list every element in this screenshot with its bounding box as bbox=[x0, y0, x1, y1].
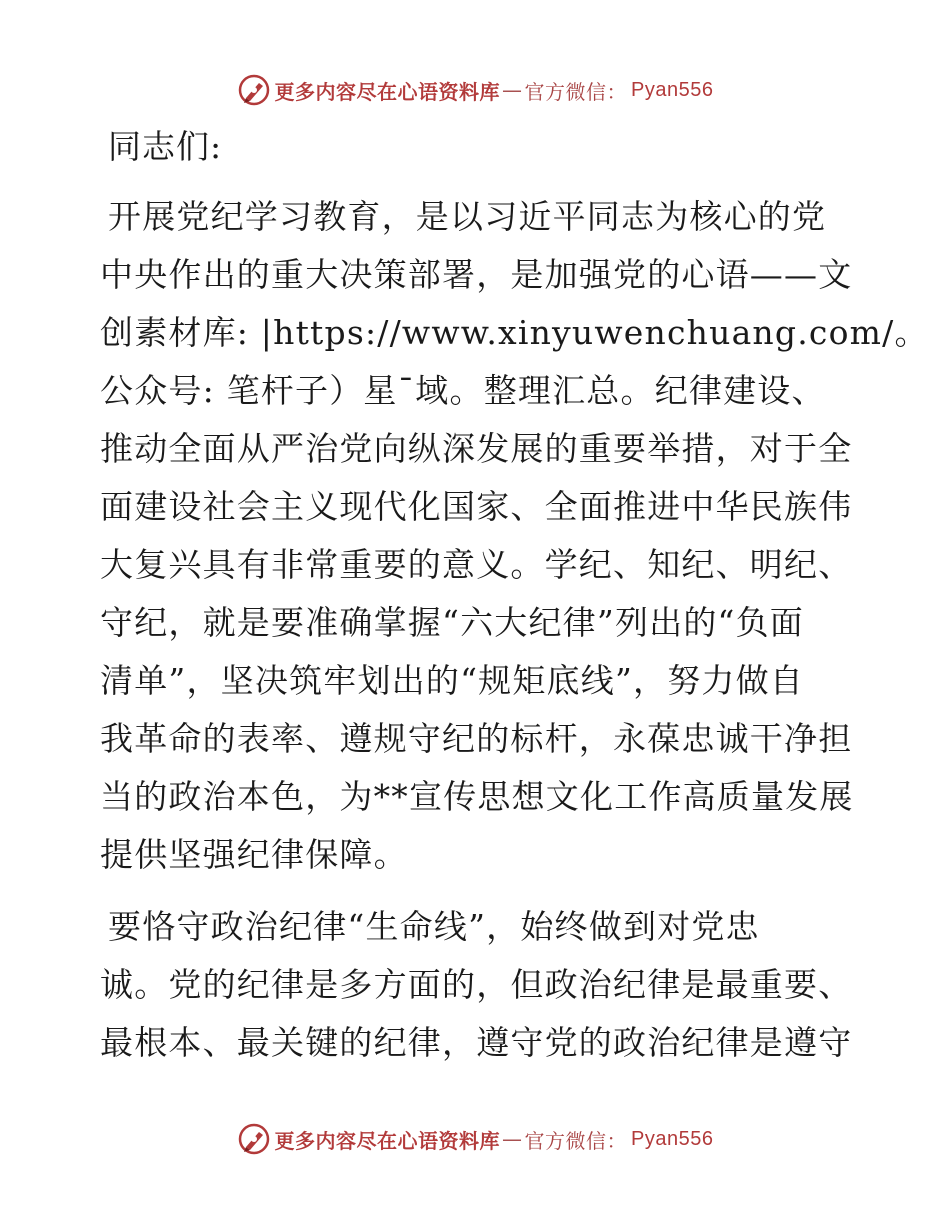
watermark-brand: 更多内容尽在心语资料库 bbox=[274, 79, 501, 104]
text-line: 守纪，就是要准确掌握“六大纪律”列出的“负面 bbox=[100, 603, 805, 642]
paragraph-2 bbox=[100, 898, 852, 1072]
text-line: 我革命的表率、遵规守纪的标杆，永葆忠诚干净担 bbox=[100, 719, 853, 758]
watermark-separator: — bbox=[502, 78, 523, 102]
text-line: 诚。党的纪律是多方面的，但政治纪律是最重要、 bbox=[100, 965, 853, 1004]
watermark-wechat-label: 官方微信： bbox=[524, 1128, 628, 1153]
watermark-separator: — bbox=[502, 1127, 523, 1151]
text-line: 提供坚强纪律保障。 bbox=[100, 835, 408, 874]
text-line: 清单”，坚决筑牢划出的“规矩底线”，努力做自 bbox=[100, 661, 805, 700]
text-line: 要恪守政治纪律“生命线”，始终做到对党忠 bbox=[108, 907, 760, 946]
text-line: 推动全面从严治党向纵深发展的重要举措，对于全 bbox=[100, 429, 853, 468]
text-line: 大复兴具有非常重要的意义。学纪、知纪、明纪、 bbox=[100, 545, 853, 584]
text-line: 中央作出的重大决策部署，是加强党的心语——文 bbox=[100, 255, 853, 294]
text-line: 开展党纪学习教育，是以习近平同志为核心的党 bbox=[108, 197, 827, 236]
watermark-wechat-label: 官方微信： bbox=[524, 79, 628, 104]
watermark-handle: Pyan556 bbox=[631, 78, 714, 101]
text-line: 创素材库: |https://www.xinyuwenchuang.com/。 bbox=[100, 313, 929, 352]
watermark-banner-bottom bbox=[0, 1119, 950, 1159]
text-line: 面建设社会主义现代化国家、全面推进中华民族伟 bbox=[100, 487, 853, 526]
pen-circle-icon bbox=[237, 73, 271, 107]
paragraph-1 bbox=[100, 188, 929, 884]
document-body bbox=[100, 118, 929, 1086]
watermark-brand: 更多内容尽在心语资料库 bbox=[274, 1128, 501, 1153]
watermark-banner-top bbox=[0, 70, 950, 110]
text-line: 当的政治本色，为**宣传思想文化工作高质量发展 bbox=[100, 777, 854, 816]
text-line: 最根本、最关键的纪律，遵守党的政治纪律是遵守 bbox=[100, 1023, 853, 1062]
watermark-handle: Pyan556 bbox=[631, 1127, 714, 1150]
text-line: 公众号: 笔杆子）星¯域。整理汇总。纪律建设、 bbox=[100, 371, 826, 410]
greeting: 同志们: bbox=[108, 127, 223, 166]
pen-circle-icon bbox=[237, 1122, 271, 1156]
